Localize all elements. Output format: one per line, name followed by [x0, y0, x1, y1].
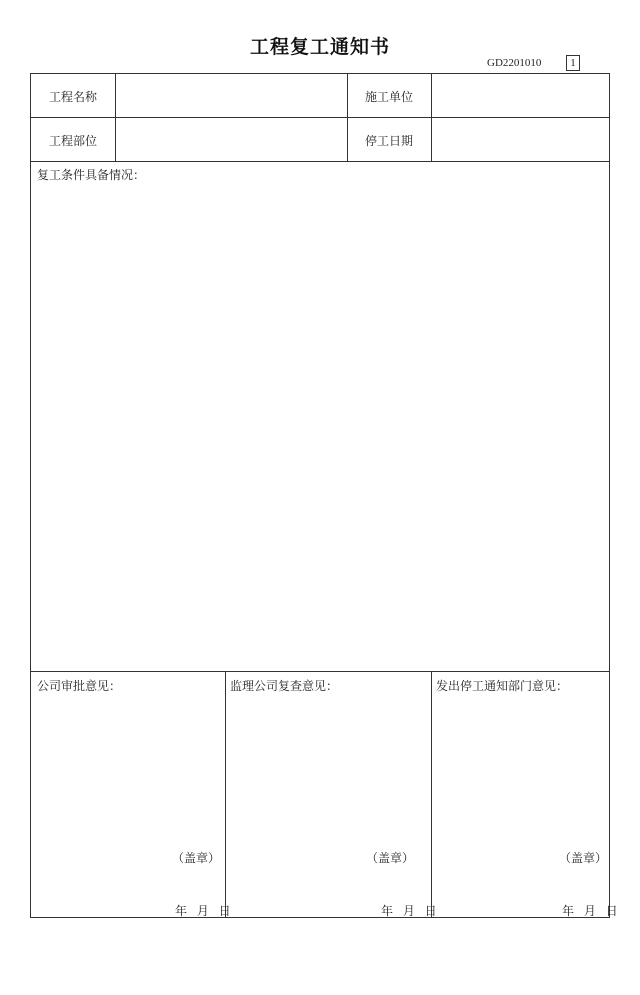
supervisor-review-seal: （盖章） — [366, 851, 415, 865]
resume-conditions-area[interactable] — [37, 186, 602, 664]
issuing-dept-date: 年 月 日 — [562, 904, 618, 918]
document-code: GD2201010 — [487, 57, 542, 69]
row-divider-3 — [31, 671, 609, 672]
header-col-divider-3 — [431, 74, 432, 161]
document-title: 工程复工通知书 — [249, 36, 390, 58]
company-approval-label: 公司审批意见： — [37, 679, 122, 693]
company-approval-seal: （盖章） — [172, 851, 221, 865]
row-divider-1 — [31, 117, 609, 118]
construction-unit-label: 施工单位 — [365, 90, 414, 104]
supervisor-review-label: 监理公司复查意见： — [230, 679, 339, 693]
company-approval-date: 年 月 日 — [175, 904, 231, 918]
construction-unit-field[interactable] — [439, 88, 604, 104]
resume-conditions-label: 复工条件具备情况： — [37, 168, 146, 182]
issuing-dept-label: 发出停工通知部门意见： — [436, 679, 569, 693]
header-col-divider-1 — [115, 74, 116, 161]
stop-date-label: 停工日期 — [365, 134, 414, 148]
form-table — [30, 73, 618, 918]
supervisor-review-date: 年 月 日 — [381, 904, 437, 918]
opinion-col-divider-1 — [225, 671, 226, 918]
project-part-field[interactable] — [123, 132, 341, 148]
row-divider-2 — [31, 161, 609, 162]
project-name-field[interactable] — [123, 88, 341, 104]
project-name-label: 工程名称 — [49, 90, 98, 104]
header-col-divider-2 — [347, 74, 348, 161]
issuing-dept-seal: （盖章） — [559, 851, 608, 865]
page-number-box: 1 — [566, 55, 580, 71]
stop-date-field[interactable] — [439, 132, 604, 148]
project-part-label: 工程部位 — [49, 134, 98, 148]
opinion-col-divider-2 — [431, 671, 432, 918]
